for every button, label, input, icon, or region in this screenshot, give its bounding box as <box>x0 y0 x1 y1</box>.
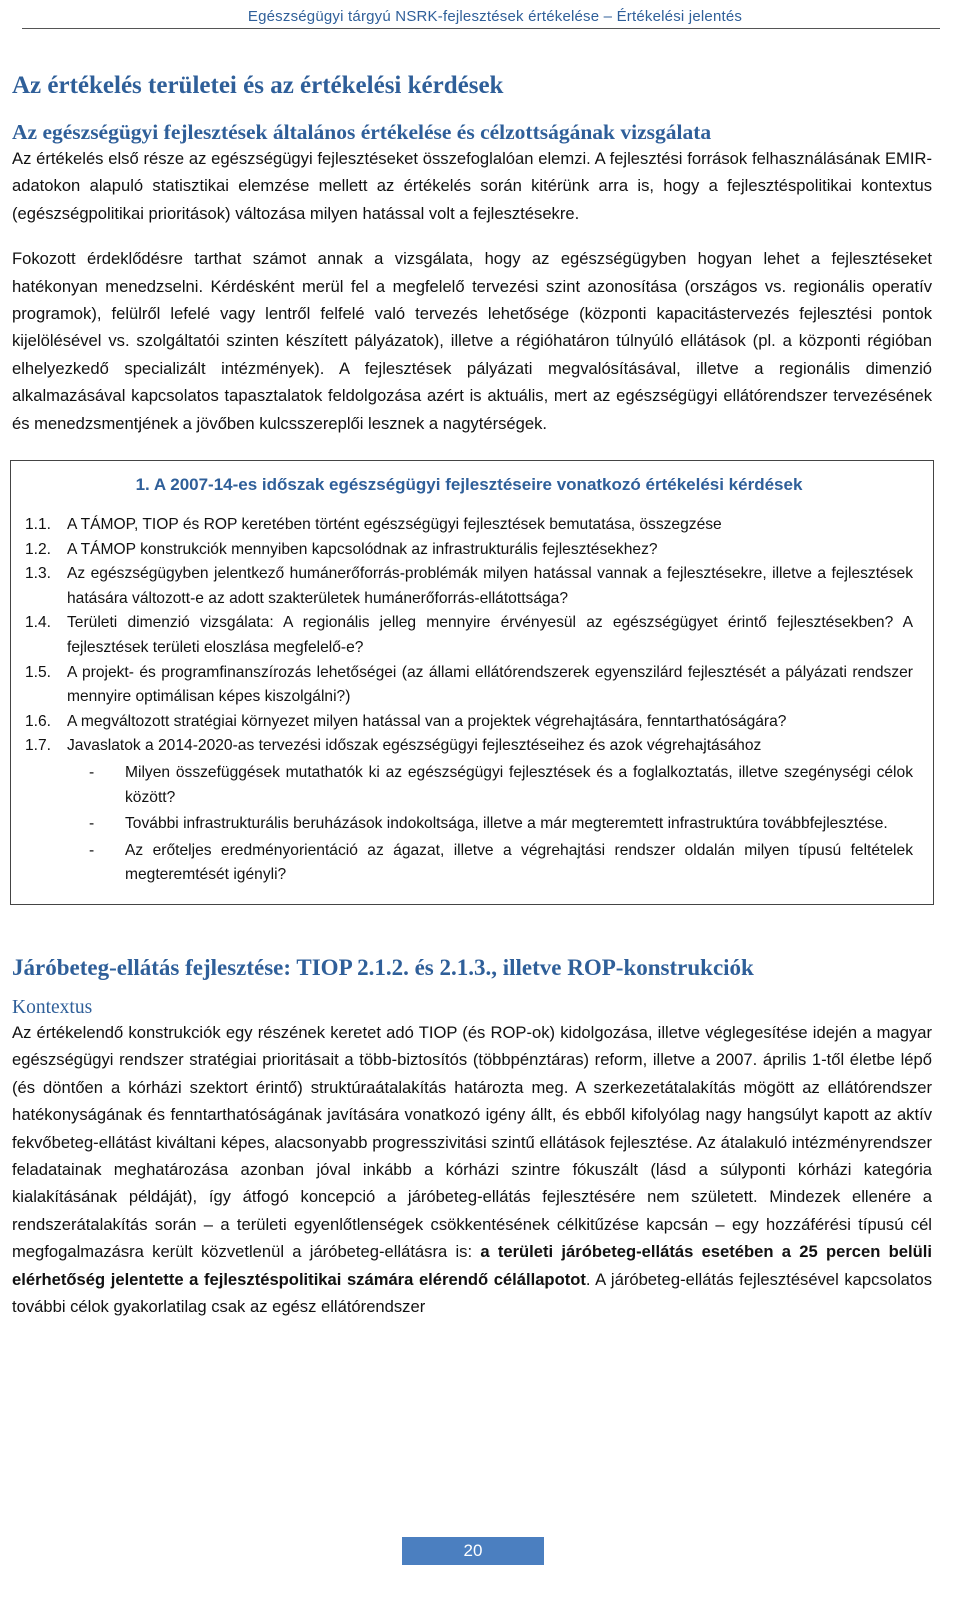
body-paragraph <box>12 1019 932 1320</box>
question-text: Területi dimenzió vizsgálata: A regionális jelleg mennyire érvényesül az egészségügyet érintő fejlesztésekben? A fejlesztések területi eloszlása megfelelő-e? <box>67 614 913 657</box>
running-header-title: Egészségügyi tárgyú NSRK-fejlesztések értékelése – Értékelési jelentés <box>247 8 743 25</box>
sub-question-text: További infrastrukturális beruházások indokoltsága, illetve a már megteremtett infrastruktúra továbbfejlesztése. <box>125 815 888 833</box>
section-title: Járóbeteg-ellátás fejlesztése: TIOP 2.1.2. és 2.1.3., illetve ROP-konstrukciók <box>12 954 754 980</box>
question-item <box>25 734 913 888</box>
sub-question-text: Milyen összefüggések mutathatók ki az egészségügyi fejlesztések és a foglalkoztatás, illetve szegénységi célok között? <box>125 764 913 806</box>
question-number: 1.6. <box>25 712 52 730</box>
dash-bullet: - <box>89 764 95 781</box>
question-number: 1.2. <box>25 540 52 558</box>
question-list <box>25 513 913 888</box>
question-sublist <box>67 761 913 888</box>
body-paragraph: Az értékelés első része az egészségügyi fejlesztéseket összefoglalóan elemzi. A fejlesztési források felhasználásának EMIR-adatokon alapuló statisztikai elemzése mellett az értékelés során kitérünk arra is, hogy a fejlesztéspolitikai kontextus (egészségpolitikai prioritások) változása milyen hatással volt a fejlesztésekre. <box>12 149 932 223</box>
question-number: 1.5. <box>25 663 52 681</box>
context-heading: Kontextus <box>12 996 93 1018</box>
question-item <box>25 538 913 563</box>
section-title: Az értékelés területei és az értékelési kérdések <box>12 72 504 99</box>
question-number: 1.3. <box>25 565 52 583</box>
question-text: A megváltozott stratégiai környezet milyen hatással van a projektek végrehajtására, fenntarthatóságára? <box>67 712 787 730</box>
sub-question-item <box>67 839 913 888</box>
question-number: 1.4. <box>25 614 52 632</box>
question-text: Az egészségügyben jelentkező humánerőforrás-problémák milyen hatással vannak a fejlesztésekre, illetve a fejlesztések hatására változott-e az adott szakterületek humánerőforrás-ellátottsága? <box>67 565 913 607</box>
question-item <box>25 513 913 538</box>
dash-bullet: - <box>89 815 95 833</box>
paragraph-text: Az értékelendő konstrukciók egy részének keretet adó TIOP (és ROP-ok) kidolgozása, illetve véglegesítése idején a magyar egészségügyi rendszer stratégiai prioritásait a több-biztosítós (többpénztáras) reform, illetve a 2007. április 1-től életbe lépő (és döntően a kórházi szektort érintő) struktúraátalakítás határozta meg. A szerkezetátalakítás mögött az ellátórendszer hatékonyságának és fenntarthatóságának javítására vonatkozó igény állt, és ebből kifolyólag nagy hangsúlyt kapott az aktív fekvőbeteg-ellátást kiváltani képes, alacsonyabb progresszivitási szintű ellátások fejlesztése. Az átalakuló intézményrendszer feladatainak meghatározása azonban jóval inkább a kórházi szintre fókuszált (lásd a súlyponti kórházi kategória kialakításának példáját), így átfogó koncepció a járóbeteg-ellátás fejlesztésére nem született. Mindezek ellenére a rendszerátalakítás során – a területi egyenlőtlenségek csökkentésének célkitűzése kapcsán – egy hozzáférési típusú cél megfogalmazásra került közvetlenül a járóbeteg-ellátásra is: <box>12 1022 932 1262</box>
question-text: A TÁMOP, TIOP és ROP keretében történt egészségügyi fejlesztések bemutatása, összegzése <box>67 516 722 534</box>
question-item <box>25 562 913 611</box>
question-item <box>25 611 913 660</box>
sub-question-item <box>67 812 913 837</box>
page-content <box>12 72 932 1320</box>
body-paragraph: Fokozott érdeklődésre tarthat számot annak a vizsgálata, hogy az egészségügyben hogyan lehet a fejlesztéseket hatékonyan menedzselni. Kérdésként merül fel a megfelelő tervezési szint azonosítása (országos vs. regionális operatív programok), felülről lefelé vagy lentről felfelé való tervezés lehetősége (központi kapacitástervezés fejlesztési pontok kijelölésével vs. szolgáltatói szinten készített pályázatok), illetve a régióhatáron túlnyúló ellátások (pl. a központi régióban elhelyezkedő specializált intézmények). A fejlesztések pályázati megvalósításával, illetve a regionális dimenzió alkalmazásával kapcsolatos tapasztalatok feldolgozása azért is aktuális, mert az egészségügyi ellátórendszer tervezésének és menedzsmentjének a jövőben kulcsszereplői lesznek a nagytérségek. <box>12 249 932 433</box>
header-divider <box>22 28 940 29</box>
question-item <box>25 710 913 735</box>
question-item <box>25 661 913 710</box>
sub-question-text: Az erőteljes eredményorientáció az ágazat, illetve a végrehajtási rendszer oldalán milyen típusú feltételek megteremtését igényli? <box>125 841 913 884</box>
evaluation-questions-box <box>10 460 934 905</box>
question-text: Javaslatok a 2014-2020-as tervezési időszak egészségügyi fejlesztéseihez és azok végrehajtásához <box>67 737 762 755</box>
paragraph-text: . A járóbeteg-ellátás fejlesztésével kapcsolatos további célok gyakorlatilag csak az egész ellátórendszer <box>12 1269 932 1317</box>
questions-box-title: 1. A 2007-14-es időszak egészségügyi fejlesztéseire vonatkozó értékelési kérdések <box>135 475 803 495</box>
question-text: A projekt- és programfinanszírozás lehetőségei (az állami ellátórendszerek egyenszilárd fejlesztését a pályázati rendszer mennyire optimálisan képes kiszolgálni?) <box>67 663 913 706</box>
subsection-title: Az egészségügyi fejlesztések általános értékelése és célzottságának vizsgálata <box>12 120 712 144</box>
dash-bullet: - <box>89 841 95 859</box>
sub-question-item <box>67 761 913 810</box>
question-number: 1.7. <box>25 737 52 755</box>
question-number: 1.1. <box>25 516 52 534</box>
running-header <box>20 8 960 25</box>
page-number: 20 <box>402 1537 544 1565</box>
question-text: A TÁMOP konstrukciók mennyiben kapcsolódnak az infrastrukturális fejlesztésekhez? <box>67 540 658 558</box>
emphasized-text: a területi járóbeteg-ellátás esetében a 25 percen belüli elérhetőség jelentette a fejlesztéspolitikai számára elérendő célállapotot <box>12 1242 932 1289</box>
